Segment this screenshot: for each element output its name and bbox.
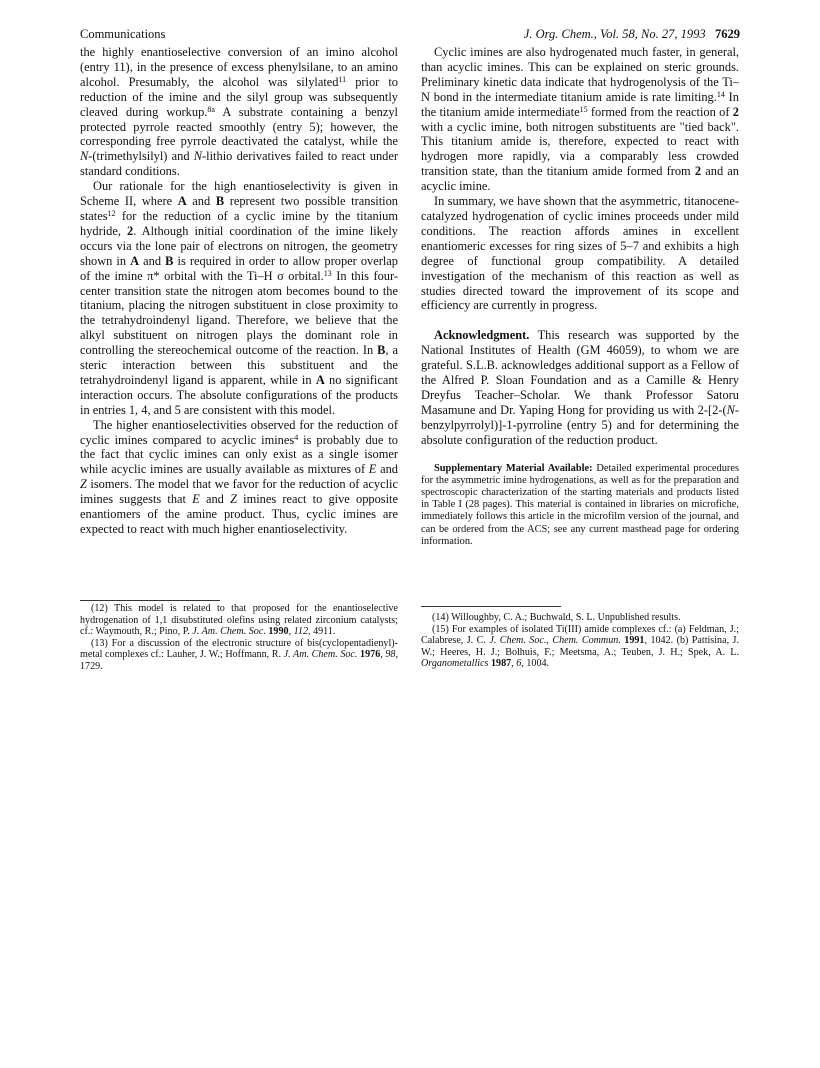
supplementary-heading: Supplementary Material Available: bbox=[434, 462, 593, 474]
acknowledgment: Acknowledgment. This research was supported by the National Institutes of Health (GM 46059), to whom we are grateful. S.L.B. acknowledges additional support as a Fellow of the Alfred P. Sloan Foundation and as a Camille & Henry Dreyfus Teacher–Scholar. We thank Professor Satoru Masamune and Dr. Yaping Hong for providing us with 2-[2-(N-benzylpyrrolyl)]-1-pyrroline (entry 5) and for determining the absolute configuration of the reduction product. bbox=[421, 328, 739, 447]
footnote-13: (13) For a discussion of the electronic structure of bis(cyclopentadienyl)-metal complexes cf.: Lauher, J. W.; Hoffmann, R. J. Am. Chem. Soc. 1976, 98, 1729. bbox=[80, 637, 399, 672]
left-column bbox=[80, 45, 398, 537]
footnote-15: (15) For examples of isolated Ti(III) amide complexes cf.: (a) Feldman, J.; Calabrese, J. C. J. Chem. Soc., Chem. Commun. 1991, 1042. (b) Pattisina, J. W.; Heeres, H. J.; Bolhuis, F.; Meetsma, A.; Teuben, J. H.; Spek, A. L. Organometallics 1987, 6, 1004. bbox=[421, 623, 739, 670]
left-footnotes bbox=[80, 603, 398, 673]
supplementary-material: Supplementary Material Available: Detailed experimental procedures for the asymmetric imine hydrogenations, as well as for the preparation and spectroscopic characterization of the starting materials and products listed in Table I (28 pages). This material is contained in libraries on microfiche, immediately follows this article in the microfilm version of the journal, and can be ordered from the ACS; see any current masthead page for ordering information. bbox=[421, 462, 740, 547]
right-footnotes bbox=[421, 612, 739, 670]
page-number: 7629 bbox=[715, 27, 740, 41]
left-paragraph-2: Our rationale for the high enantioselectivity is given in Scheme II, where A and B represent two possible transition states$^{12}$ for the reduction of a cyclic imine by the titanium hydride, 2. Although initial coordination of the imine likely occurs via the lone pair of electrons on nitrogen, the geometry shown in A and B is required in order to allow proper overlap of the imine π* orbital with the Ti–H σ orbital.$^{13}$ In this four-center transition state the nitrogen atom becomes bound to the titanium, placing the nitrogen substituent in close proximity to the tetrahydroindenyl ligand. Therefore, we believe that the alkyl substituent on nitrogen plays the dominant role in controlling the stereochemical outcome of the reaction. In B, a steric interaction between this substituent and the tetrahydroindenyl ligand is apparent, while in A no significant interaction occurs. The absolute configurations of the products in entries 1, 4, and 5 are consistent with this model. bbox=[80, 179, 399, 417]
journal-name: J. Org. Chem., Vol. 58, No. 27, 1993 bbox=[523, 27, 706, 41]
footnote-rule-right bbox=[421, 606, 561, 607]
right-column bbox=[421, 45, 739, 548]
section-label: Communications bbox=[80, 27, 166, 41]
footnote-rule-left bbox=[80, 600, 220, 601]
footnote-12: (12) This model is related to that proposed for the enantioselective hydrogenation of 1,1 disubstituted olefins using related zirconium catalysts; cf.: Waymouth, R.; Pino, P. J. Am. Chem. Soc. 1990, 112, 4911. bbox=[80, 603, 398, 638]
right-paragraph-1: Cyclic imines are also hydrogenated much faster, in general, than acyclic imines. This can be explained on steric grounds. Preliminary kinetic data indicate that hydrogenolysis of the Ti–N bond in the intermediate titanium amide is rate limiting.$^{14}$ In the titanium amide intermediate$^{15}$ formed from the reaction of 2 with a cyclic imine, both nitrogen substituents are "tied back". This titanium amide is, therefore, expected to react with hydrogen more rapidly, via a comparably less crowded transition state, than the titanium amide formed from 2 and an acyclic imine. bbox=[421, 45, 739, 194]
right-paragraph-2: In summary, we have shown that the asymmetric, titanocene-catalyzed hydrogenation of cyclic imines proceeds under mild conditions. The reaction affords amines in excellent enantiomeric excesses for ring sizes of 5–7 and exhibits a high degree of functional group compatibility. A detailed investigation of the mechanism of this reaction as well as studies directed toward the improvement of its scope and efficiency are currently in progress. bbox=[421, 194, 739, 313]
left-paragraph-3: The higher enantioselectivities observed for the reduction of cyclic imines compared to acyclic imines$^4$ is probably due to the fact that cyclic imines can only exist as a single isomer while acyclic imines are usually available as mixtures of E and Z isomers. The model that we favor for the reduction of acyclic imines suggests that E and Z imines react to give opposite enantiomers of the amine product. Thus, cyclic imines are expected to react with much higher enantioselectivity. bbox=[80, 417, 398, 536]
acknowledgment-heading: Acknowledgment. bbox=[434, 328, 530, 343]
running-header bbox=[80, 27, 740, 45]
footnote-14: (14) Willoughby, C. A.; Buchwald, S. L. Unpublished results. bbox=[432, 612, 681, 623]
left-paragraph-1: the highly enantioselective conversion of an imino alcohol (entry 11), in the presence of excess phenylsilane, to an amino alcohol. Presumably, the alcohol was silylated$^{11}$ prior to reduction of the imine and the silyl group was subsequently cleaved during workup.$^{8a}$ A substrate containing a benzyl protected pyrrole reacted smoothly (entry 5); however, the corresponding free pyrrole deactivated the catalyst, while the N-(trimethylsilyl) and N-lithio derivatives failed to react under standard conditions. bbox=[80, 45, 398, 179]
journal-citation bbox=[524, 27, 740, 42]
